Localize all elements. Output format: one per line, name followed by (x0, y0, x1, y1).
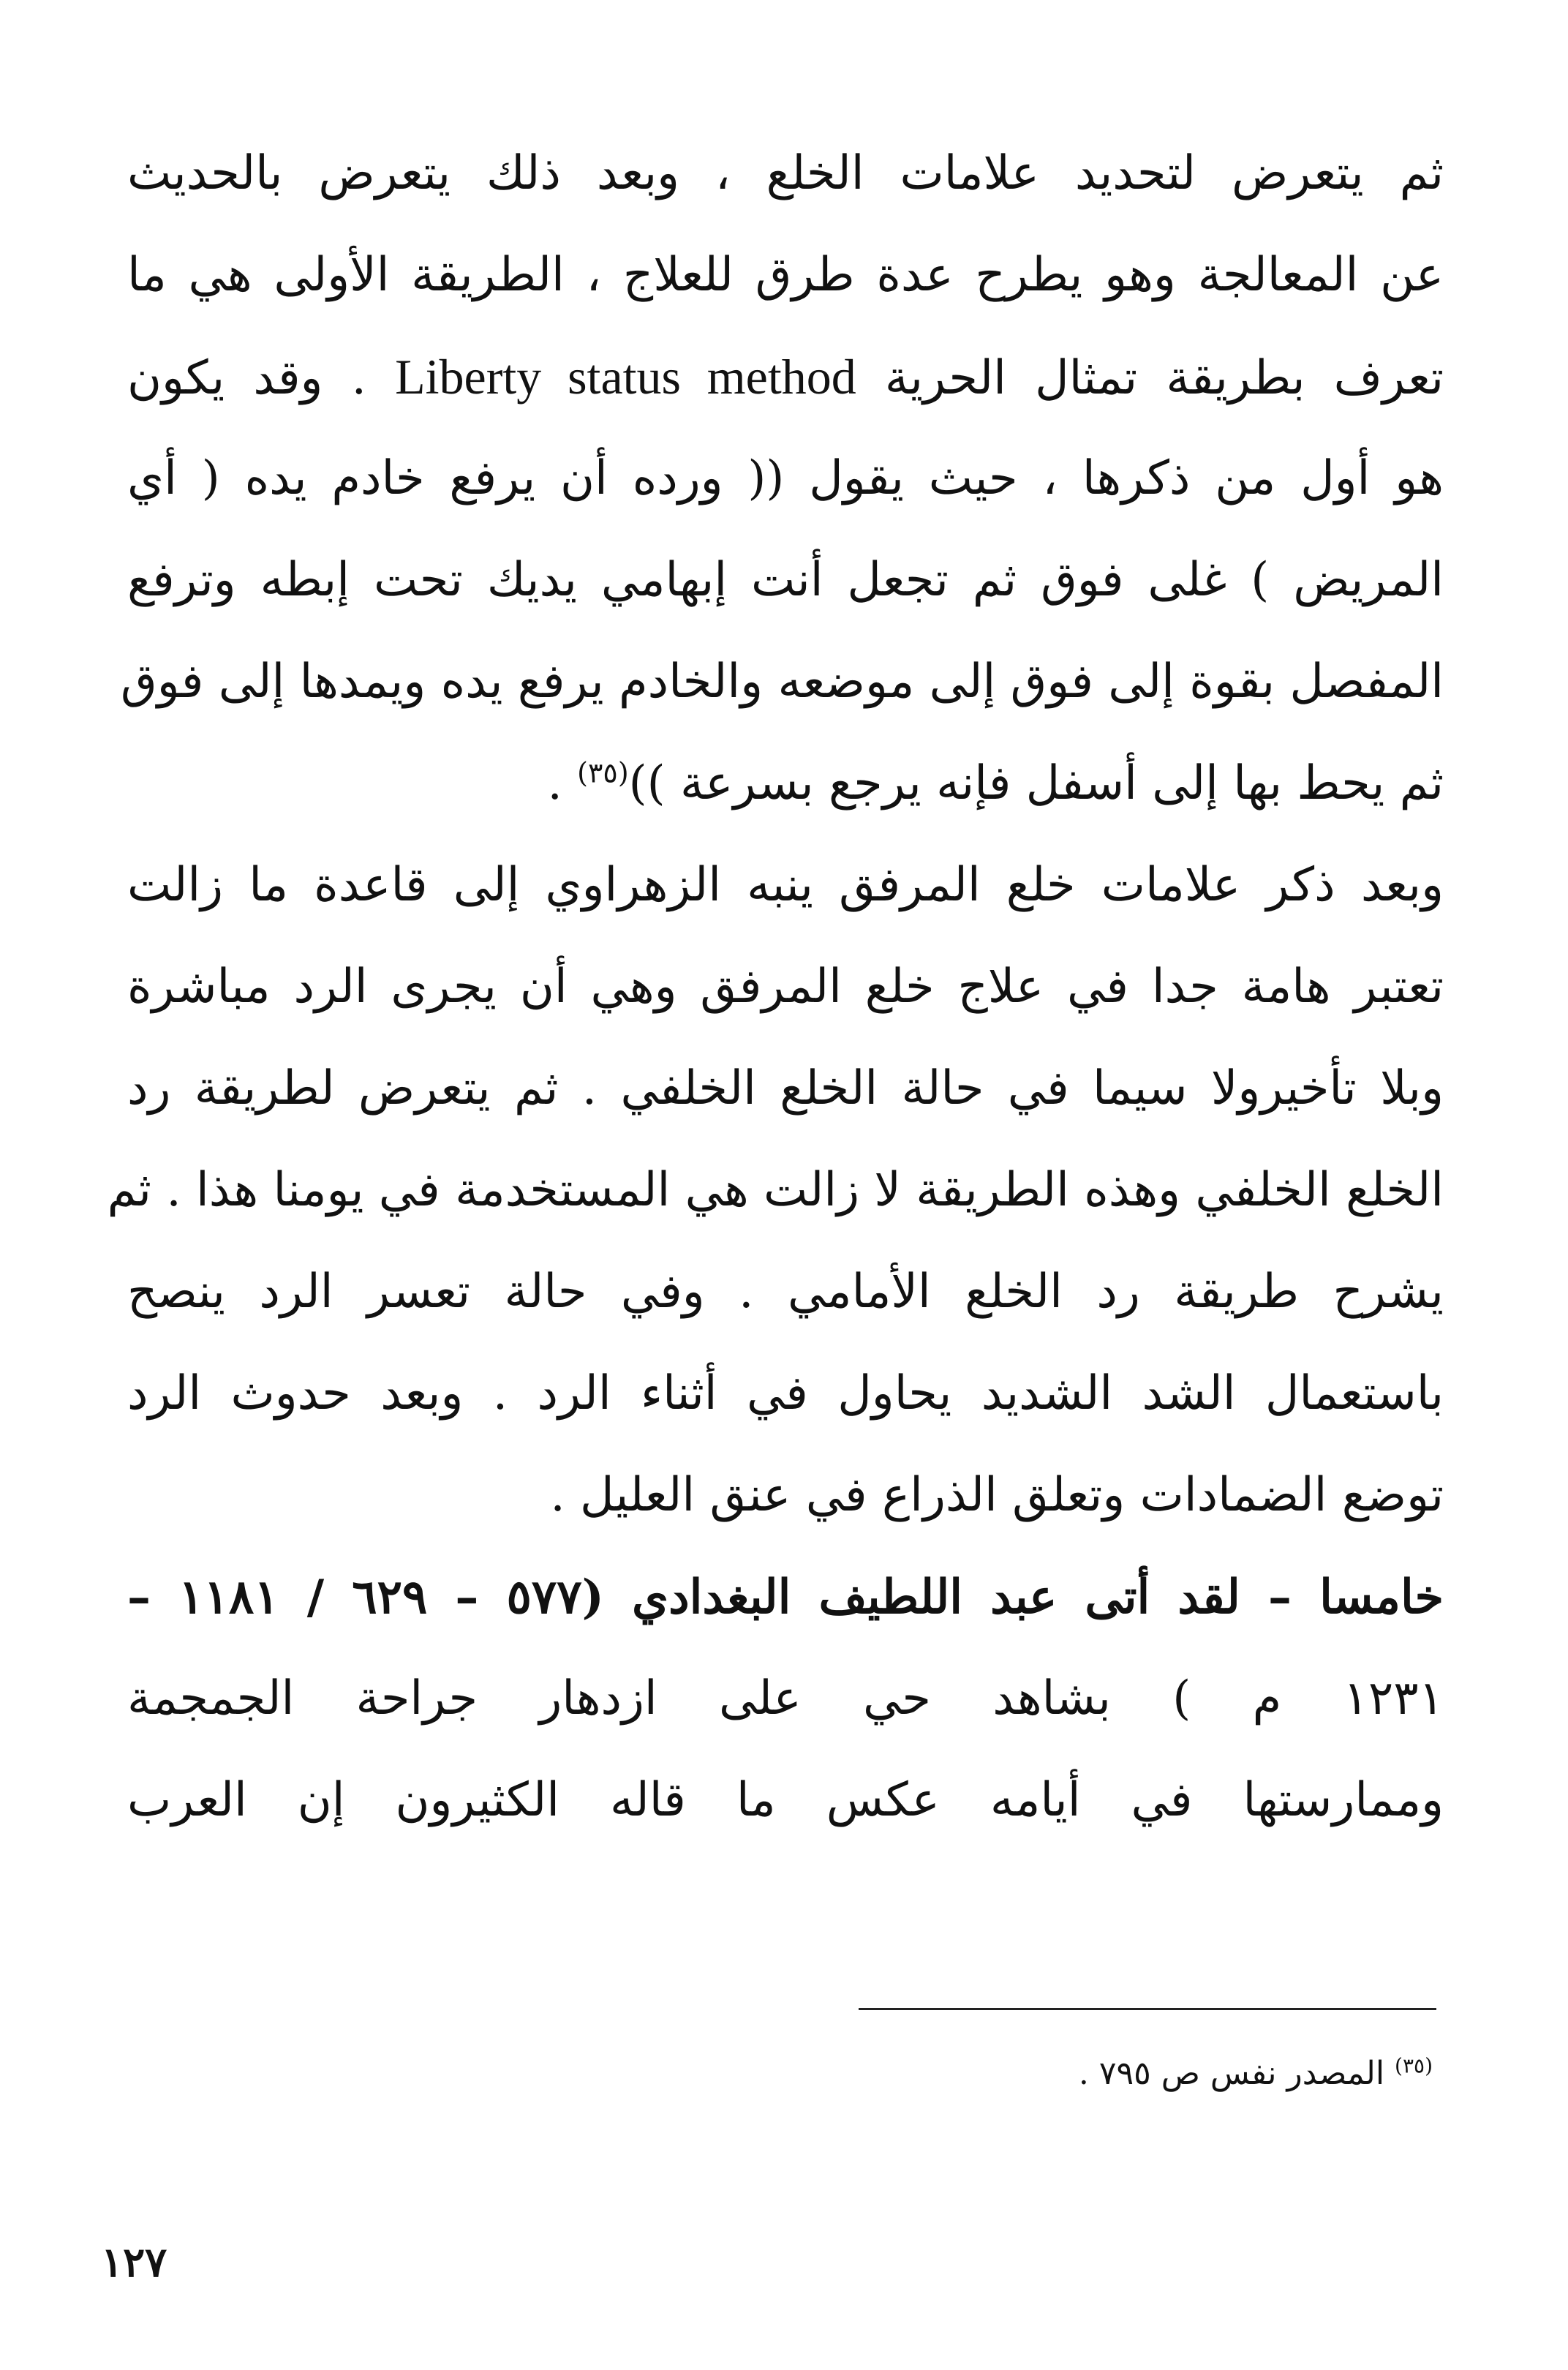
latin-term: Liberty status method (395, 349, 856, 405)
text-line: المريض ) غلى فوق ثم تجعل أنت إبهامي يديك تحت إبطه وترفع (127, 553, 1444, 607)
text-line: توضع الضمادات وتعلق الذراع في عنق العليل . (550, 1468, 1444, 1522)
text-segment: . وقد يكون (127, 351, 366, 405)
section-heading-line: خامسا – لقد أتى عبد اللطيف البغدادي (٥٧٧ – ٦٢٩ / ١١٨١ – (127, 1570, 1444, 1625)
footnote-reference: (٣٥) (577, 756, 629, 789)
text-line: وبعد ذكر علامات خلع المرفق ينبه الزهراوي إلى قاعدة ما زالت (127, 858, 1444, 912)
text-line (127, 733, 1444, 835)
text-segment: . (547, 756, 562, 810)
text-line: الخلع الخلفي وهذه الطريقة لا زالت هي المستخدمة في يومنا هذا . ثم (107, 1163, 1444, 1217)
text-line: هو أول من ذكرها ، حيث يقول (( ورده أن يرفع خادم يده ( أي (127, 451, 1444, 505)
text-line: باستعمال الشد الشديد يحاول في أثناء الرد . وبعد حدوث الرد (127, 1366, 1444, 1421)
text-line: عن المعالجة وهو يطرح عدة طرق للعلاج ، الطريقة الأولى هي ما (127, 248, 1444, 302)
footnote-text: المصدر نفس ص ٧٩٥ . (1078, 2055, 1385, 2092)
text-segment: تعرف بطريقة تمثال الحرية (884, 351, 1444, 405)
main-text (107, 123, 1444, 1851)
footnote-separator (859, 2008, 1436, 2010)
text-segment: ثم يحط بها إلى أسفل فإنه يرجع بسرعة )) (628, 756, 1444, 810)
text-line: ١٢٣١ م ) بشاهد حي على ازدهار جراحة الجمجمة (127, 1671, 1444, 1726)
text-line (127, 326, 1444, 428)
footnote-marker: (٣٥) (1395, 2053, 1433, 2078)
text-line: المفصل بقوة إلى فوق إلى موضعه والخادم يرفع يده ويمدها إلى فوق (121, 655, 1444, 709)
text-line: ثم يتعرض لتحديد علامات الخلع ، وبعد ذلك يتعرض بالحديث (127, 146, 1444, 200)
text-line: تعتبر هامة جدا في علاج خلع المرفق وهي أن يجرى الرد مباشرة (127, 960, 1444, 1014)
text-line: يشرح طريقة رد الخلع الأمامي . وفي حالة تعسر الرد ينصح (127, 1265, 1444, 1319)
footnote (409, 2048, 1433, 2099)
text-line: وبلا تأخيرولا سيما في حالة الخلع الخلفي . ثم يتعرض لطريقة رد (127, 1061, 1444, 1116)
page-number: ١٢٧ (101, 2238, 167, 2287)
text-line: وممارستها في أيامه عكس ما قاله الكثيرون إن العرب (127, 1773, 1444, 1827)
